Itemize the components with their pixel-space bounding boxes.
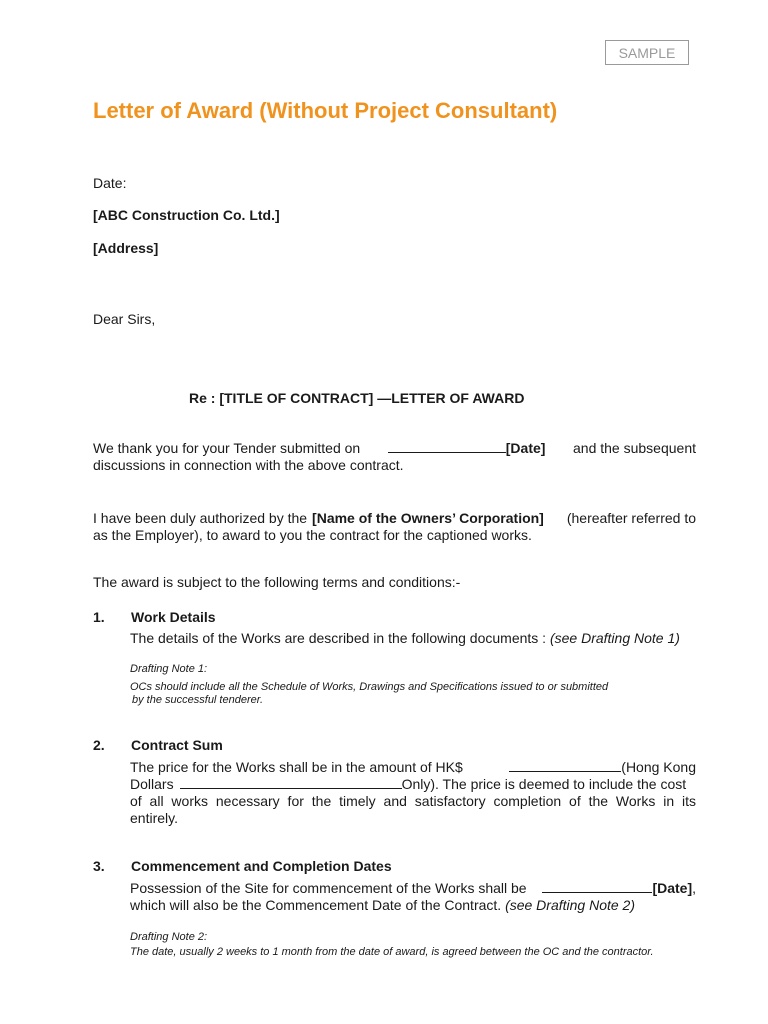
document-title: Letter of Award (Without Project Consultant) <box>93 98 558 123</box>
paragraph-text: as the Employer), to award to you the contract for the captioned works. <box>93 527 532 543</box>
letter-subject: Re : [TITLE OF CONTRACT] —LETTER OF AWARD <box>189 390 525 406</box>
drafting-note-2-title: Drafting Note 2: <box>130 931 208 943</box>
paragraph-text: discussions in connection with the above contract. <box>93 457 404 473</box>
section-2-text <box>130 759 696 827</box>
section-title: Work Details <box>131 609 216 625</box>
section-3-text <box>130 880 696 914</box>
drafting-note-2-line: The date, usually 2 weeks to 1 month from the date of award, is agreed between the OC and the contractor. <box>130 946 654 958</box>
paragraph-text: and the subsequent <box>573 440 696 456</box>
section-text: , <box>692 880 696 896</box>
section-text: The price for the Works shall be in the amount of HK$ <box>130 759 463 775</box>
amount-words-blank <box>180 776 402 789</box>
section-text: (Hong Kong <box>621 759 696 775</box>
section-text: Only). The price is deemed to include the cost <box>401 776 687 792</box>
section-1-heading <box>93 609 216 626</box>
section-text: of all works necessary for the timely and satisfactory completion of the Works in its <box>130 793 696 809</box>
salutation: Dear Sirs, <box>93 311 156 327</box>
recipient-company: [ABC Construction Co. Ltd.] <box>93 207 280 223</box>
section-number: 3. <box>93 858 105 874</box>
paragraph-tender-thanks <box>93 440 696 474</box>
date-label: Date: <box>93 175 127 191</box>
drafting-note-ref: (see Drafting Note 1) <box>549 630 680 646</box>
section-number: 2. <box>93 737 105 753</box>
paragraph-text: (hereafter referred to <box>566 510 696 526</box>
drafting-note-1-line: by the successful tenderer. <box>132 694 264 706</box>
amount-blank <box>509 759 621 772</box>
paragraph-authorization <box>93 510 696 544</box>
section-text: Possession of the Site for commencement of the Works shall be <box>130 880 527 896</box>
terms-intro: The award is subject to the following terms and conditions:- <box>93 574 461 590</box>
date-placeholder: [Date] <box>505 440 546 456</box>
paragraph-text: We thank you for your Tender submitted on <box>93 440 361 456</box>
sample-stamp: SAMPLE <box>605 40 689 65</box>
section-title: Contract Sum <box>131 737 223 753</box>
paragraph-text: I have been duly authorized by the <box>93 510 308 526</box>
section-1-text <box>130 630 680 647</box>
section-3-heading <box>93 858 392 875</box>
section-text: The details of the Works are described in the following documents : <box>130 630 547 646</box>
section-text: Dollars <box>130 776 174 792</box>
section-number: 1. <box>93 609 105 625</box>
section-title: Commencement and Completion Dates <box>131 858 392 874</box>
section-2-heading <box>93 737 223 754</box>
section-text: entirely. <box>130 810 178 826</box>
section-text: which will also be the Commencement Date of the Contract. <box>130 897 502 913</box>
drafting-note-ref: (see Drafting Note 2) <box>505 897 636 913</box>
drafting-note-1-title: Drafting Note 1: <box>130 663 208 675</box>
owners-corporation-placeholder: [Name of the Owners’ Corporation] <box>312 510 544 526</box>
possession-date-blank <box>542 880 652 893</box>
recipient-address: [Address] <box>93 240 159 256</box>
date-placeholder: [Date] <box>652 880 693 896</box>
drafting-note-1-line: OCs should include all the Schedule of Works, Drawings and Specifications issued to or submitted <box>130 681 609 693</box>
date-blank <box>388 440 506 453</box>
